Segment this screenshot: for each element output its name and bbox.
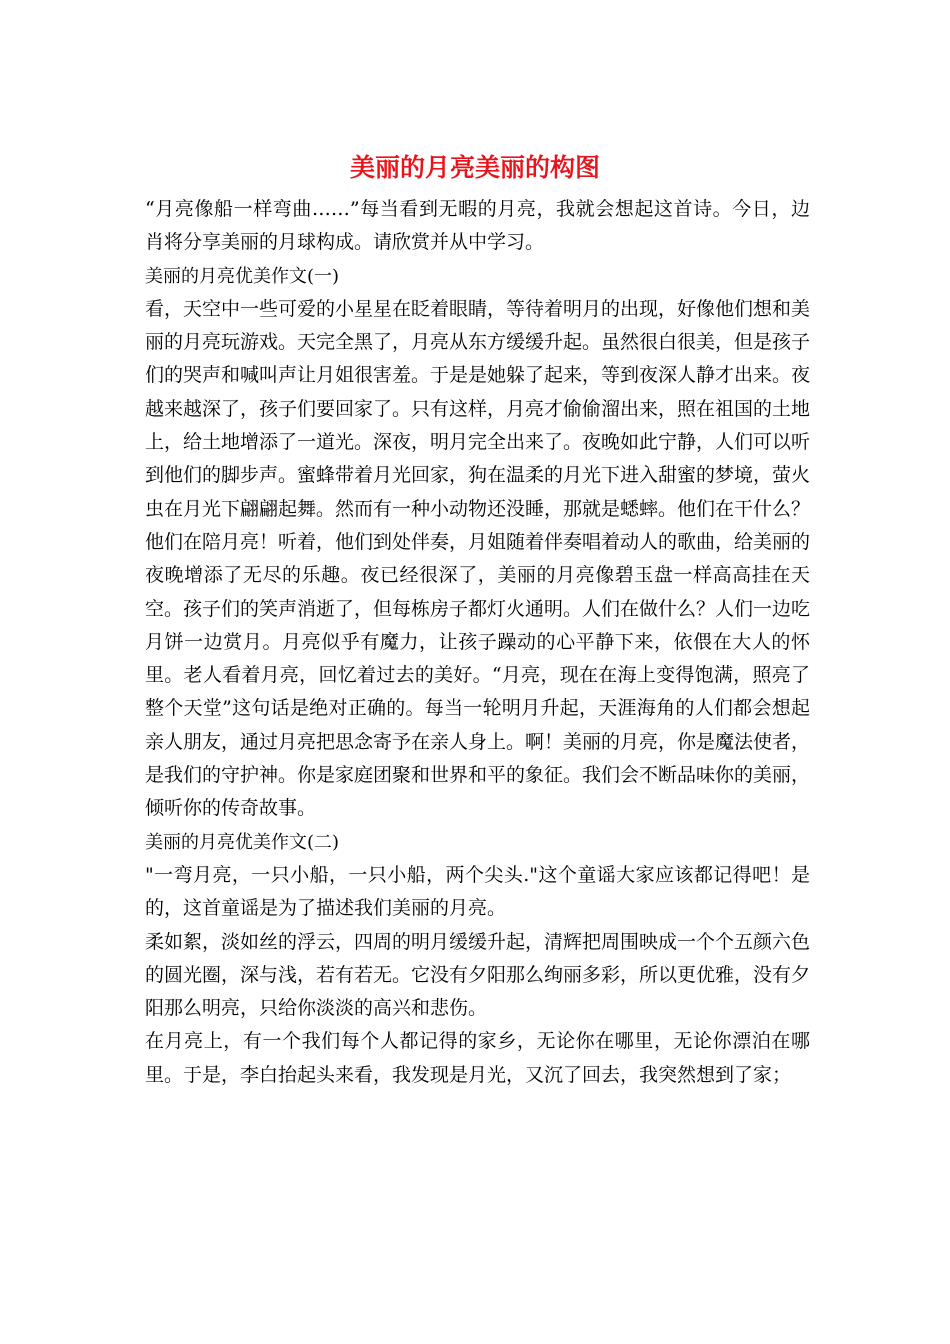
essay-2-paragraph-2: 柔如絮，淡如丝的浮云，四周的明月缓缓升起，清辉把周围映成一个个五颜六色的圆光圈，深与浅，若有若无。它没有夕阳那么绚丽多彩，所以更优雅，没有夕阳那么明亮，只给你淡淡的高兴和悲伤。 <box>145 930 811 1020</box>
essay-1-paragraph: 看，天空中一些可爱的小星星在眨着眼睛，等待着明月的出现，好像他们想和美丽的月亮玩游戏。天完全黑了，月亮从东方缓缓升起。虽然很白很美，但是孩子们的哭声和喊叫声让月姐很害羞。于是是她躲了起来，等到夜深人静才出来。夜越来越深了，孩子们要回家了。只有这样，月亮才偷偷溜出来，照在祖国的土地上，给土地增添了一道光。深夜，明月完全出来了。夜晚如此宁静，人们可以听到他们的脚步声。蜜蜂带着月光回家，狗在温柔的月光下进入甜蜜的梦境，萤火虫在月光下翩翩起舞。然而有一种小动物还没睡，那就是蟋蟀。他们在干什么？他们在陪月亮！听着，他们到处伴奏，月姐随着伴奏唱着动人的歌曲，给美丽的夜晚增添了无尽的乐趣。夜已经很深了，美丽的月亮像碧玉盘一样高高挂在天空。孩子们的笑声消逝了，但每栋房子都灯火通明。人们在做什么？人们一边吃月饼一边赏月。月亮似乎有魔力，让孩子躁动的心平静下来，依偎在大人的怀里。老人看着月亮，回忆着过去的美好。“月亮，现在在海上变得饱满，照亮了整个天堂”这句话是绝对正确的。每当一轮明月升起，天涯海角的人们都会想起亲人朋友，通过月亮把思念寄予在亲人身上。啊！美丽的月亮，你是魔法使者，是我们的守护神。你是家庭团聚和世界和平的象征。我们会不断品味你的美丽，倾听你的传奇故事。 <box>145 297 811 820</box>
section-heading-1: 美丽的月亮优美作文(一) <box>145 265 340 287</box>
section-heading-2: 美丽的月亮优美作文(二) <box>145 831 340 853</box>
intro-paragraph: “月亮像船一样弯曲……”每当看到无暇的月亮，我就会想起这首诗。今日，边肖将分享美丽的月球构成。请欣赏并从中学习。 <box>145 198 810 254</box>
essay-2-paragraph-1: "一弯月亮，一只小船，一只小船，两个尖头."这个童谣大家应该都记得吧！是的，这首童谣是为了描述我们美丽的月亮。 <box>145 863 810 920</box>
document-title: 美丽的月亮美丽的构图 <box>349 153 600 182</box>
essay-2-paragraph-3: 在月亮上，有一个我们每个人都记得的家乡，无论你在哪里，无论你漂泊在哪里。于是，李白抬起头来看，我发现是月光，又沉了回去，我突然想到了家； <box>145 1030 810 1086</box>
document-body <box>145 193 810 1092</box>
